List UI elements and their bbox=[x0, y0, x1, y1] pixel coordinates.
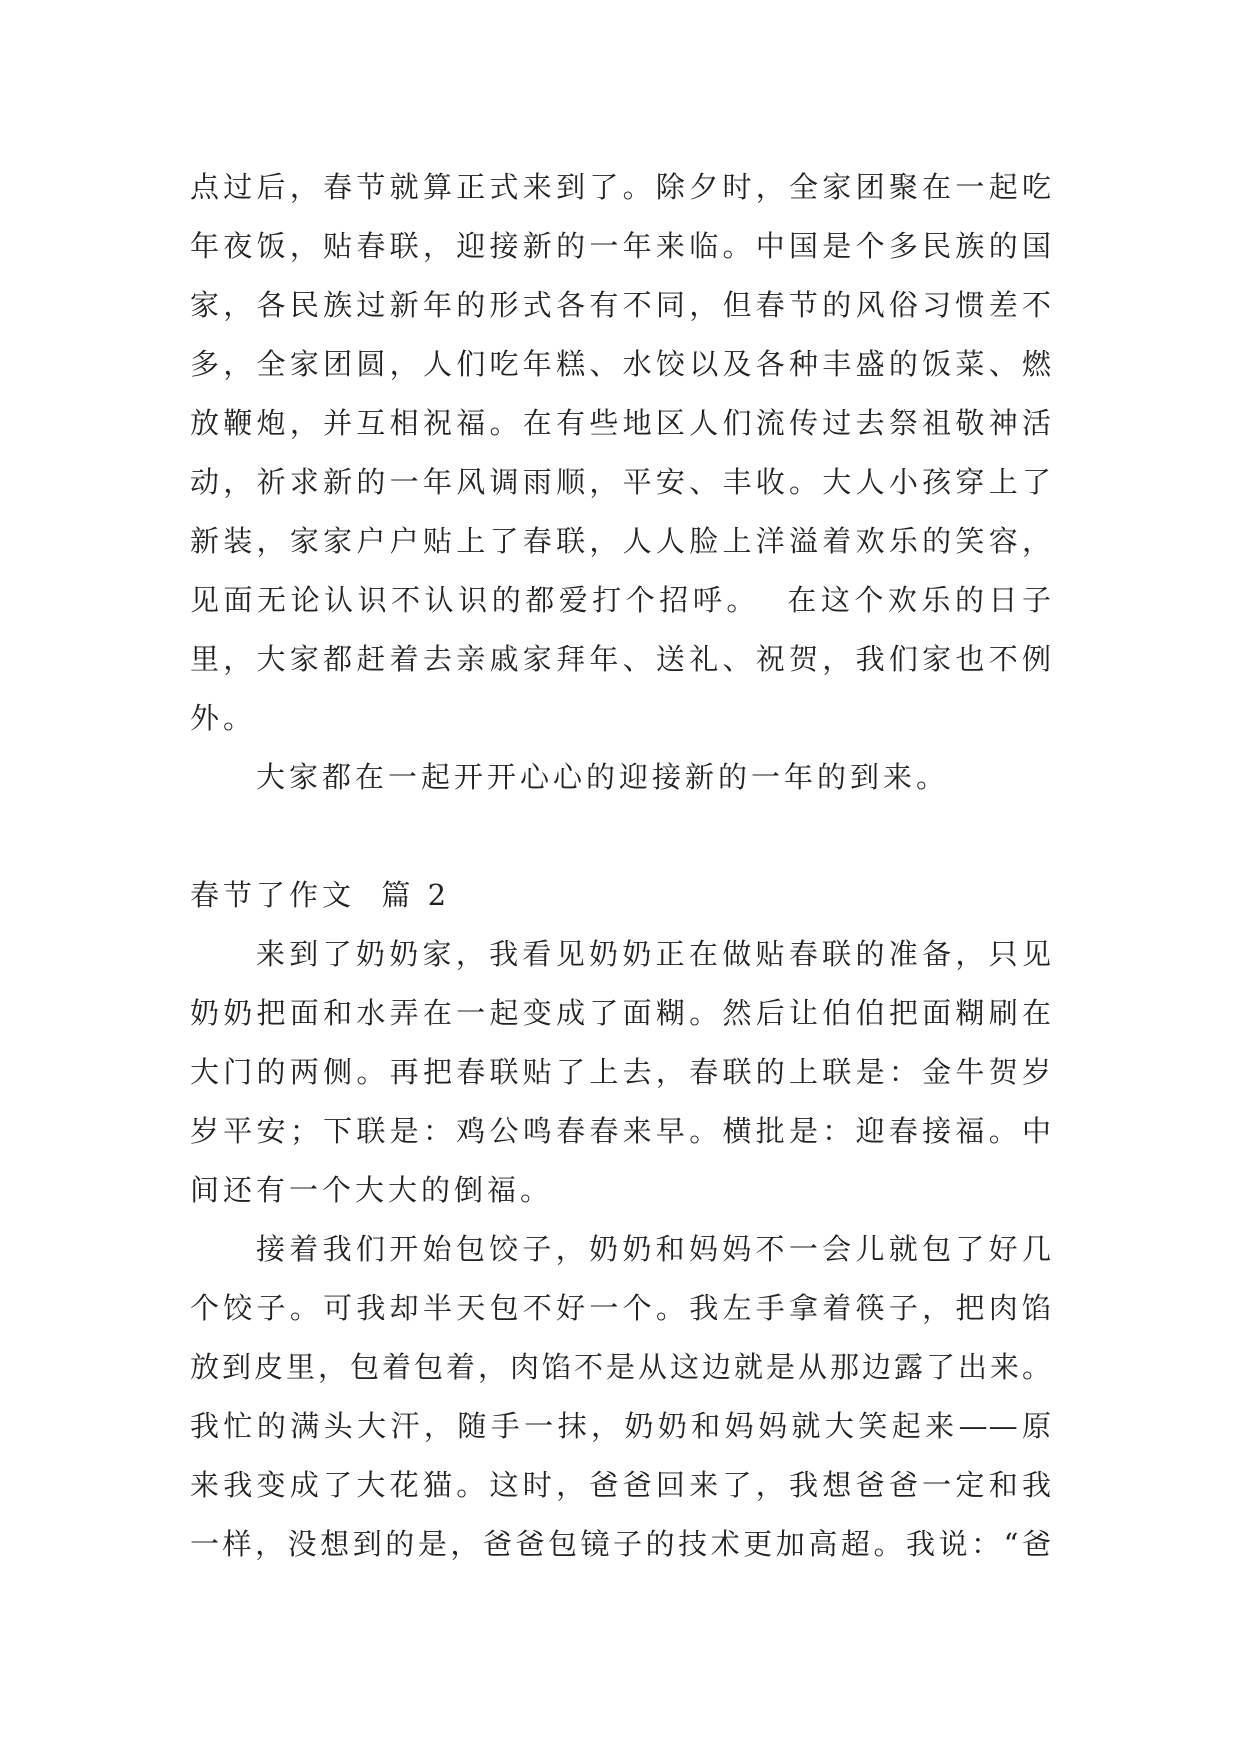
section-heading: 春节了作文 篇 2 bbox=[190, 878, 451, 912]
text-line: 里，大家都赶着去亲戚家拜年、送礼、祝贺，我们家也不例 bbox=[190, 642, 1052, 676]
text-line: 年夜饭，贴春联，迎接新的一年来临。中国是个多民族的国 bbox=[190, 229, 1052, 263]
text-line: 一样，没想到的是，爸爸包镜子的技术更加高超。我说：“爸 bbox=[190, 1527, 1052, 1561]
text-line: 放鞭炮，并互相祝福。在有些地区人们流传过去祭祖敬神活 bbox=[190, 406, 1052, 440]
document-body bbox=[190, 158, 1052, 1574]
text-line: 岁平安；下联是：鸡公鸣春春来早。横批是：迎春接福。中 bbox=[190, 1114, 1052, 1148]
text-line: 点过后，春节就算正式来到了。除夕时，全家团聚在一起吃 bbox=[190, 170, 1052, 204]
text-line: 家，各民族过新年的形式各有不同，但春节的风俗习惯差不 bbox=[190, 288, 1052, 322]
text-line: 个饺子。可我却半天包不好一个。我左手拿着筷子，把肉馅 bbox=[190, 1291, 1052, 1325]
text-line: 多，全家团圆，人们吃年糕、水饺以及各种丰盛的饭菜、燃 bbox=[190, 347, 1052, 381]
closing-paragraph: 大家都在一起开开心心的迎接新的一年的到来。 bbox=[256, 760, 950, 794]
text-line: 大门的两侧。再把春联贴了上去，春联的上联是：金牛贺岁 bbox=[190, 1055, 1052, 1089]
text-line: 奶奶把面和水弄在一起变成了面糊。然后让伯伯把面糊刷在 bbox=[190, 996, 1052, 1030]
text-line: 动，祈求新的一年风调雨顺，平安、丰收。大人小孩穿上了 bbox=[190, 465, 1052, 499]
text-line: 放到皮里，包着包着，肉馅不是从这边就是从那边露了出来。 bbox=[190, 1350, 1052, 1384]
text-line: 见面无论认识不认识的都爱打个招呼。 在这个欢乐的日子 bbox=[190, 583, 1052, 617]
paragraph-spacer bbox=[190, 807, 1052, 866]
text-line: 来到了奶奶家，我看见奶奶正在做贴春联的准备，只见 bbox=[256, 937, 1052, 971]
text-line: 新装，家家户户贴上了春联，人人脸上洋溢着欢乐的笑容， bbox=[190, 524, 1052, 558]
text-line: 间还有一个大大的倒福。 bbox=[190, 1173, 554, 1207]
text-line: 外。 bbox=[190, 701, 257, 735]
text-line: 接着我们开始包饺子，奶奶和妈妈不一会儿就包了好几 bbox=[256, 1232, 1052, 1266]
text-line: 来我变成了大花猫。这时，爸爸回来了，我想爸爸一定和我 bbox=[190, 1468, 1052, 1502]
text-line: 我忙的满头大汗，随手一抹，奶奶和妈妈就大笑起来——原 bbox=[190, 1409, 1052, 1443]
